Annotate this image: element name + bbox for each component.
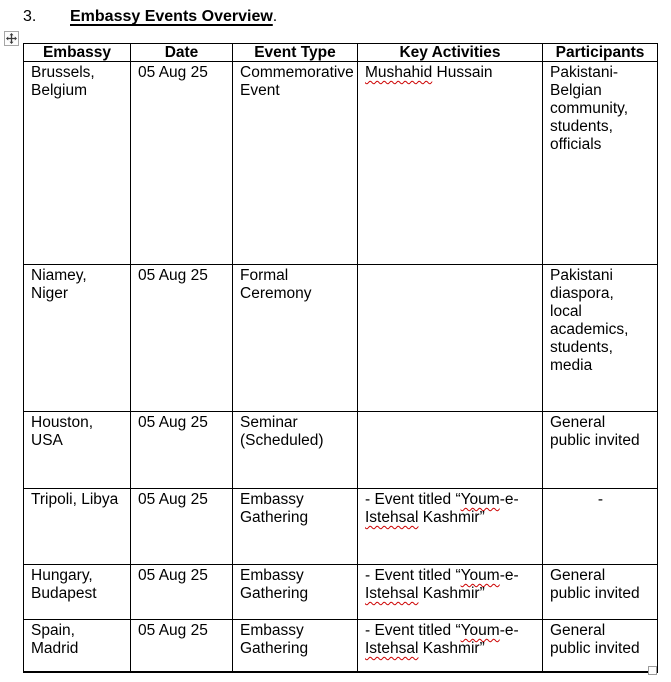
text-segment: - Event titled “	[365, 567, 461, 584]
cell-embassy	[24, 62, 131, 265]
text-segment: General	[550, 622, 606, 639]
text-segment: 05 Aug 25	[138, 64, 208, 81]
text-line	[240, 640, 351, 658]
text-line	[550, 414, 651, 432]
section-title: Embassy Events Overview	[70, 8, 273, 25]
text-line	[550, 267, 651, 285]
text-segment: Formal	[240, 267, 289, 284]
text-segment: Spain,	[31, 622, 75, 639]
table-body	[24, 62, 658, 672]
text-line	[365, 622, 536, 640]
text-line	[365, 509, 536, 527]
text-segment: Houston,	[31, 414, 94, 431]
table-move-handle[interactable]	[4, 31, 19, 46]
misspelled-word: Youm	[460, 622, 500, 639]
text-line	[240, 622, 351, 640]
text-segment: 05 Aug 25	[138, 567, 208, 584]
cell-date	[131, 565, 233, 620]
text-line	[365, 567, 536, 585]
cell-date	[131, 620, 233, 672]
text-line	[138, 567, 226, 585]
text-line	[365, 64, 536, 82]
cell-event-type	[233, 62, 358, 265]
cell-event-type	[233, 489, 358, 565]
text-segment: -e-	[499, 567, 519, 584]
text-line	[550, 491, 651, 509]
text-line	[550, 285, 651, 303]
embassy-events-table	[23, 43, 658, 673]
text-segment: Kashmir”	[418, 585, 485, 602]
text-segment: officials	[550, 136, 602, 153]
text-line	[31, 432, 124, 450]
text-segment: Embassy	[240, 567, 304, 584]
column-header-event-type: Event Type	[233, 44, 358, 62]
text-line	[138, 414, 226, 432]
text-segment: Gathering	[240, 640, 309, 657]
text-segment: - Event titled “	[365, 491, 461, 508]
table-row	[24, 412, 658, 489]
cell-date	[131, 62, 233, 265]
text-line	[550, 82, 651, 100]
misspelled-word: Istehsal	[365, 585, 419, 602]
text-segment: media	[550, 357, 593, 374]
text-line	[550, 136, 651, 154]
text-line	[138, 267, 226, 285]
text-line	[365, 491, 536, 509]
text-line	[550, 339, 651, 357]
misspelled-word: Istehsal	[365, 640, 419, 657]
text-segment: Event	[240, 82, 280, 99]
header-row	[24, 44, 658, 62]
text-line	[550, 357, 651, 375]
text-segment: diaspora,	[550, 285, 614, 302]
text-segment: 05 Aug 25	[138, 491, 208, 508]
text-segment: local	[550, 303, 582, 320]
text-line	[240, 585, 351, 603]
text-segment: General	[550, 567, 606, 584]
cell-participants	[543, 489, 658, 565]
misspelled-word: Mushahid	[365, 64, 433, 81]
cell-embassy	[24, 565, 131, 620]
column-header-date: Date	[131, 44, 233, 62]
text-line	[550, 100, 651, 118]
text-segment: public invited	[550, 585, 640, 602]
table-row	[24, 620, 658, 672]
text-line	[365, 640, 536, 658]
cell-embassy	[24, 489, 131, 565]
text-line	[550, 567, 651, 585]
cell-date	[131, 265, 233, 412]
text-segment: Kashmir”	[418, 640, 485, 657]
cell-key-activities	[358, 412, 543, 489]
text-line	[550, 432, 651, 450]
text-line	[31, 622, 124, 640]
column-header-key-activities: Key Activities	[358, 44, 543, 62]
text-segment: -e-	[499, 491, 519, 508]
section-heading	[23, 7, 277, 26]
text-line	[138, 64, 226, 82]
text-segment: public invited	[550, 432, 640, 449]
text-line	[365, 585, 536, 603]
text-line	[550, 585, 651, 603]
cell-date	[131, 412, 233, 489]
section-title-period: .	[272, 8, 278, 25]
cell-participants	[543, 62, 658, 265]
text-line	[240, 267, 351, 285]
text-segment: Madrid	[31, 640, 79, 657]
text-segment: students,	[550, 118, 613, 135]
cell-embassy	[24, 265, 131, 412]
text-line	[31, 491, 124, 509]
cell-key-activities	[358, 620, 543, 672]
text-line	[550, 321, 651, 339]
text-segment: Gathering	[240, 509, 309, 526]
text-segment: Brussels,	[31, 64, 95, 81]
cell-key-activities	[358, 265, 543, 412]
text-line	[31, 567, 124, 585]
text-line	[31, 285, 124, 303]
text-segment: 05 Aug 25	[138, 622, 208, 639]
text-segment: students,	[550, 339, 613, 356]
text-segment: Hussain	[432, 64, 493, 81]
text-line	[550, 64, 651, 82]
four-way-arrow-icon	[6, 33, 17, 44]
table-row	[24, 489, 658, 565]
cell-event-type	[233, 620, 358, 672]
column-header-participants: Participants	[543, 44, 658, 62]
text-line	[240, 567, 351, 585]
text-segment: Tripoli, Libya	[31, 491, 119, 508]
cell-key-activities	[358, 565, 543, 620]
cell-participants	[543, 620, 658, 672]
text-segment: Seminar	[240, 414, 298, 431]
text-segment: 05 Aug 25	[138, 267, 208, 284]
text-line	[550, 303, 651, 321]
cell-participants	[543, 412, 658, 489]
cell-embassy	[24, 412, 131, 489]
text-segment: (Scheduled)	[240, 432, 324, 449]
text-segment: Commemorative	[240, 64, 354, 81]
text-segment: community,	[550, 100, 629, 117]
text-segment: Pakistani-	[550, 64, 619, 81]
text-line	[31, 640, 124, 658]
table-row	[24, 565, 658, 620]
text-line	[138, 491, 226, 509]
table-row	[24, 62, 658, 265]
text-segment: academics,	[550, 321, 629, 338]
cell-participants	[543, 265, 658, 412]
text-line	[31, 414, 124, 432]
text-segment: -	[597, 491, 604, 508]
text-segment: General	[550, 414, 606, 431]
text-segment: Belgian	[550, 82, 602, 99]
column-header-embassy: Embassy	[24, 44, 131, 62]
text-line	[31, 267, 124, 285]
cell-event-type	[233, 565, 358, 620]
text-line	[240, 285, 351, 303]
text-line	[240, 509, 351, 527]
cell-key-activities	[358, 62, 543, 265]
text-line	[550, 622, 651, 640]
cell-key-activities	[358, 489, 543, 565]
misspelled-word: Istehsal	[365, 509, 419, 526]
table-row	[24, 265, 658, 412]
misspelled-word: Youm	[460, 491, 500, 508]
text-line	[138, 622, 226, 640]
text-segment: Embassy	[240, 491, 304, 508]
text-segment: Kashmir”	[418, 509, 485, 526]
text-line	[240, 64, 354, 82]
text-segment: - Event titled “	[365, 622, 461, 639]
text-line	[550, 118, 651, 136]
text-line	[240, 82, 351, 100]
text-segment: USA	[31, 432, 63, 449]
text-segment: 05 Aug 25	[138, 414, 208, 431]
text-segment: Ceremony	[240, 285, 312, 302]
section-number: 3.	[23, 8, 37, 25]
text-segment: Gathering	[240, 585, 309, 602]
misspelled-word: Youm	[460, 567, 500, 584]
text-segment: -e-	[499, 622, 519, 639]
text-segment: public invited	[550, 640, 640, 657]
cell-participants	[543, 565, 658, 620]
text-line	[31, 82, 124, 100]
cell-event-type	[233, 265, 358, 412]
text-segment: Embassy	[240, 622, 304, 639]
text-segment: Budapest	[31, 585, 97, 602]
text-segment: Niamey,	[31, 267, 87, 284]
text-line	[31, 64, 124, 82]
text-segment: Niger	[31, 285, 69, 302]
table-resize-handle[interactable]	[648, 666, 657, 675]
text-segment: Belgium	[31, 82, 87, 99]
text-line	[240, 491, 351, 509]
text-line	[550, 640, 651, 658]
text-line	[240, 432, 351, 450]
cell-date	[131, 489, 233, 565]
cell-event-type	[233, 412, 358, 489]
cell-embassy	[24, 620, 131, 672]
text-segment: Pakistani	[550, 267, 613, 284]
text-segment: Hungary,	[31, 567, 93, 584]
text-line	[31, 585, 124, 603]
text-line	[240, 414, 351, 432]
